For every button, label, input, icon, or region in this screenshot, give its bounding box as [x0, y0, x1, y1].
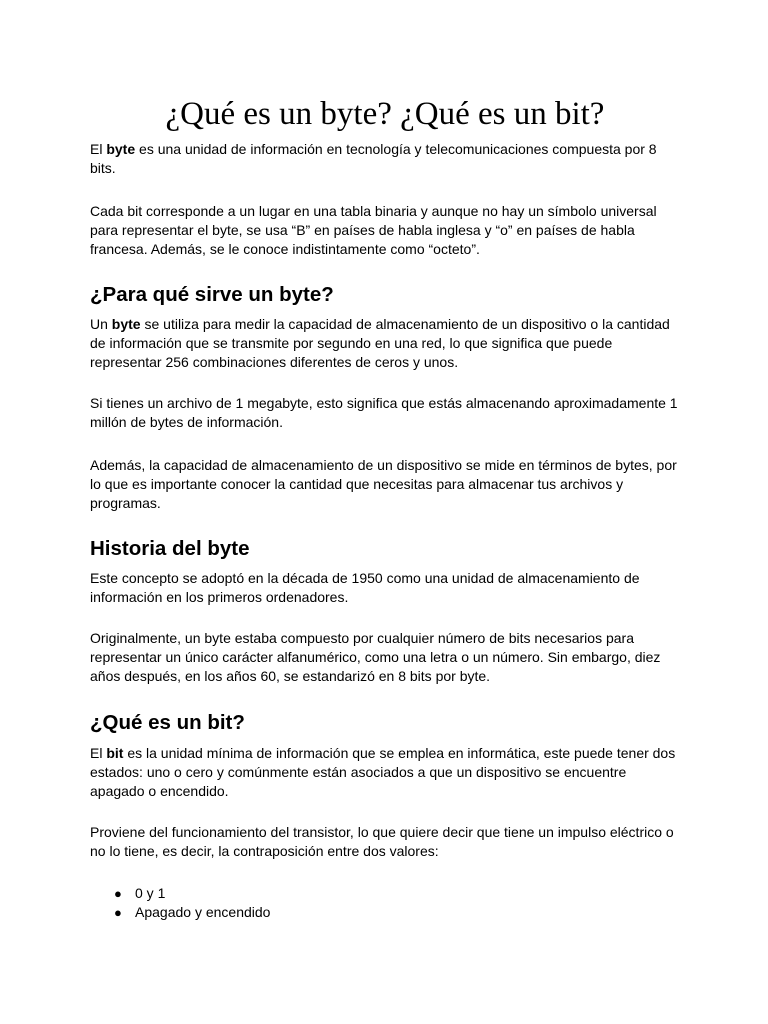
document-title: ¿Qué es un byte? ¿Qué es un bit? — [165, 96, 605, 132]
paragraph-byte-definition — [90, 140, 680, 178]
text-span: es una unidad de información en tecnología y telecomunicaciones compuesta por 8 bits. — [90, 141, 657, 176]
bold-term-byte: byte — [106, 141, 136, 157]
bold-term-byte: byte — [111, 316, 141, 332]
paragraph-history-1950: Este concepto se adoptó en la década de 1950 como una unidad de almacenamiento de información en los primeros ordenadores. — [90, 570, 640, 605]
bullet-text: 0 y 1 — [135, 885, 166, 901]
paragraph-transistor: Proviene del funcionamiento del transistor, lo que quiere decir que tiene un impulso eléctrico o no lo tiene, es decir, la contraposición entre dos valores: — [90, 824, 674, 859]
paragraph-storage-capacity: Además, la capacidad de almacenamiento de un dispositivo se mide en términos de bytes, por lo que es importante conocer la cantidad que necesitas para almacenar tus archivos y programas. — [90, 457, 677, 511]
text-span: es la unidad mínima de información que se emplea en informática, este puede tener dos estados: uno o cero y comúnmente están asociados a que un dispositivo se encuentre apagado o encendido. — [90, 745, 676, 799]
heading-para-que-sirve: ¿Para qué sirve un byte? — [90, 283, 334, 306]
text-span: El — [90, 141, 107, 157]
paragraph-bit-table: Cada bit corresponde a un lugar en una tabla binaria y aunque no hay un símbolo universal para representar el byte, se usa “B” en países de habla inglesa y “o” en países de habla francesa. Además, se le conoce indistintamente como “octeto”. — [90, 203, 657, 257]
paragraph-byte-usage — [90, 315, 680, 372]
bullet-icon: ● — [114, 905, 122, 920]
bold-term-bit: bit — [106, 745, 124, 761]
paragraph-megabyte: Si tienes un archivo de 1 megabyte, esto significa que estás almacenando aproximadamente 1 millón de bytes de información. — [90, 395, 678, 430]
text-span: se utiliza para medir la capacidad de almacenamiento de un dispositivo o la cantidad de información que se transmite por segundo en una red, lo que significa que puede representar 256 combinaciones diferentes de ceros y unos. — [90, 316, 670, 370]
heading-historia: Historia del byte — [90, 537, 250, 560]
bullet-icon: ● — [114, 886, 122, 901]
bullet-text: Apagado y encendido — [135, 904, 271, 920]
heading-que-es-bit: ¿Qué es un bit? — [90, 711, 245, 734]
text-span: El — [90, 745, 107, 761]
paragraph-bit-definition — [90, 744, 680, 801]
paragraph-history-standard: Originalmente, un byte estaba compuesto por cualquier número de bits necesarios para representar un único carácter alfanumérico, como una letra o un número. Sin embargo, diez años después, en los años 60, se estandarizó en 8 bits por byte. — [90, 630, 661, 684]
text-span: Un — [90, 316, 112, 332]
